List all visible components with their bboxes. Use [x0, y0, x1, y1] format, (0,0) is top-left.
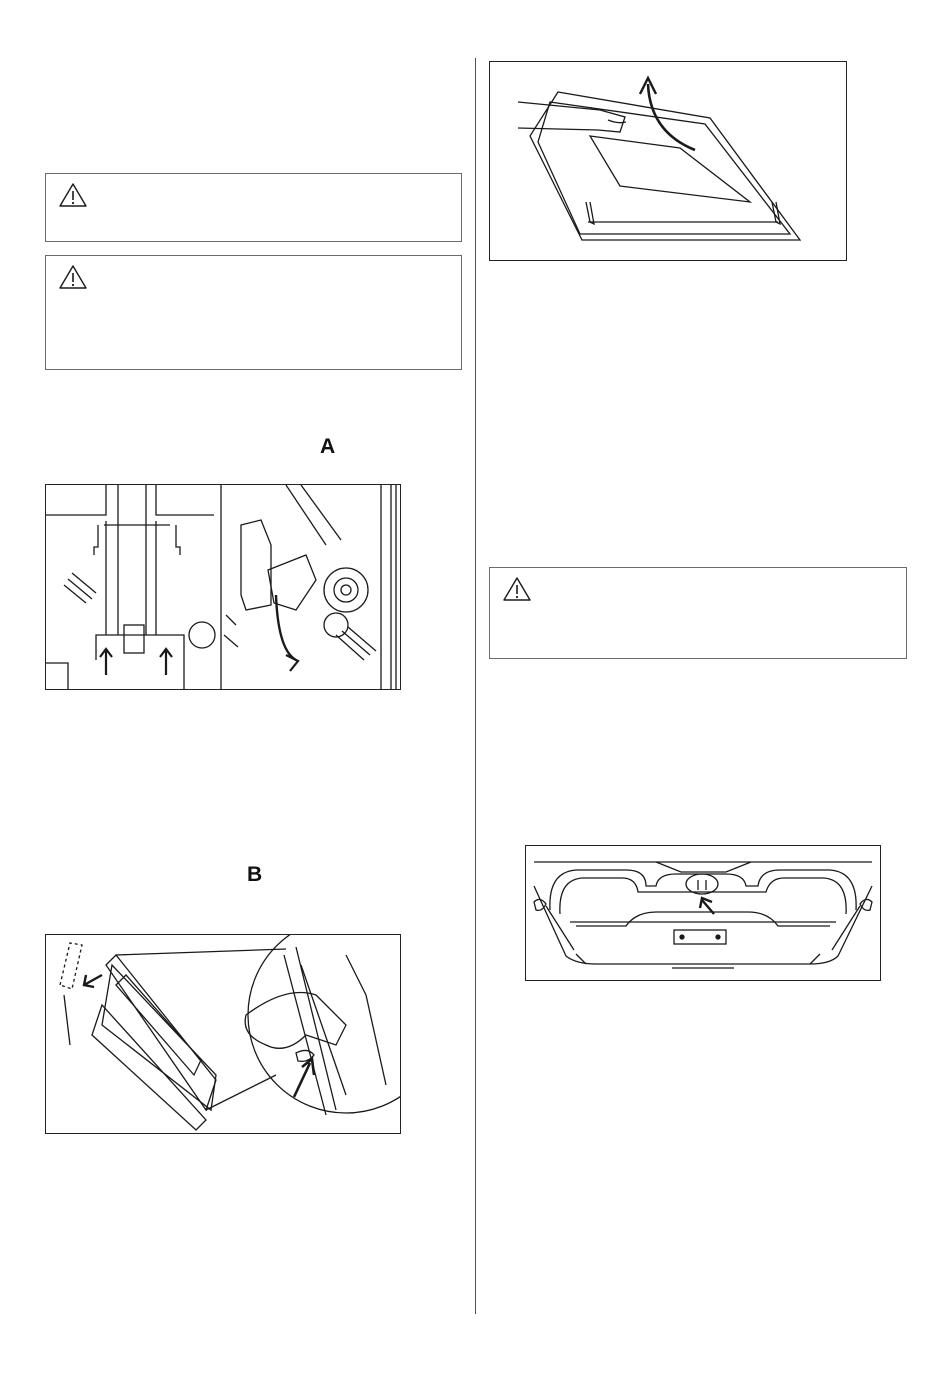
figure-oven-lamp-grill — [525, 845, 881, 981]
warning-triangle-icon — [58, 182, 88, 208]
warning-triangle-icon — [502, 576, 532, 602]
figure-label-a: A — [320, 435, 336, 458]
warning-box-1 — [45, 173, 462, 242]
warning-box-2 — [45, 255, 462, 370]
figure-hinge-release — [45, 484, 401, 690]
column-divider — [475, 58, 476, 1314]
warning-box-3 — [489, 567, 907, 659]
figure-glass-panel-removal — [45, 934, 401, 1134]
figure-label-b: B — [247, 863, 263, 886]
figure-door-glass-lift — [489, 61, 847, 261]
warning-triangle-icon — [58, 264, 88, 290]
